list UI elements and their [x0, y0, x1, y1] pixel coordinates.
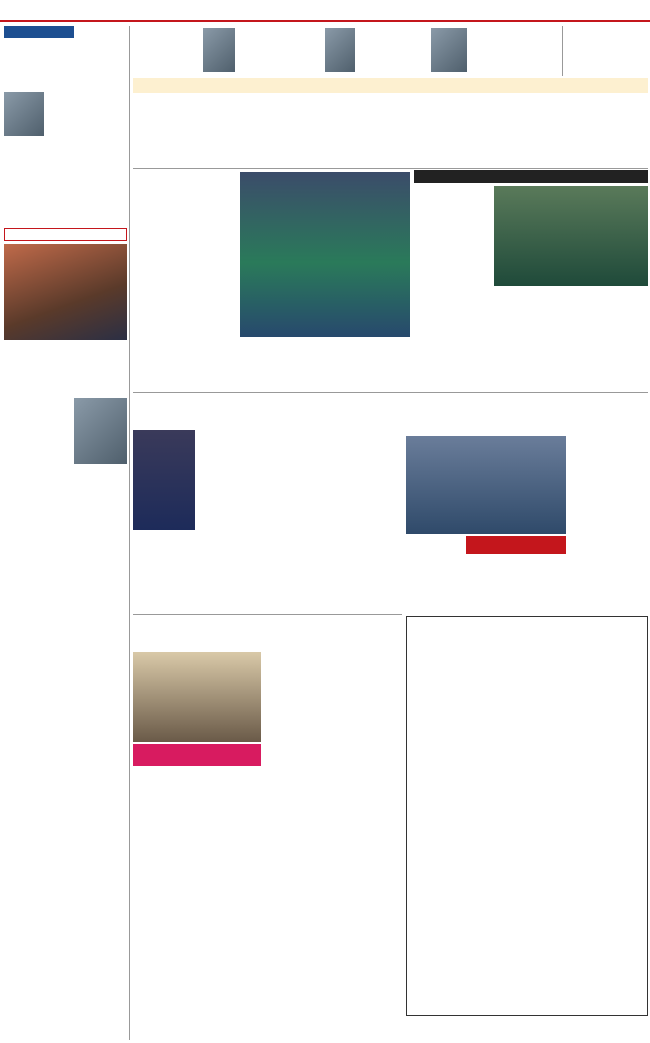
vaishali-body: [133, 768, 261, 1038]
vaishali-badge: [133, 744, 261, 766]
fact-1: [237, 30, 323, 74]
tender-ad: [406, 616, 648, 1016]
fact-photo-1: [203, 28, 235, 72]
vaishali-rule: [133, 614, 402, 615]
lead-kicker: [133, 78, 648, 93]
inset-headline: [414, 170, 648, 183]
inset-body-3: [532, 290, 648, 338]
duleep-body-2: [570, 436, 648, 612]
athletics-head: [4, 228, 127, 241]
inset-body-2: [414, 290, 529, 338]
tv-box: [562, 26, 648, 76]
facts-strip: [133, 26, 560, 76]
duleep-kicker: [466, 536, 566, 554]
fact-3: [469, 30, 559, 74]
lead-body-a: [133, 172, 236, 337]
golf-body: [4, 398, 72, 538]
siraj-photo: [133, 430, 195, 530]
ladakh-body: [4, 888, 127, 948]
news-brief-tab: [4, 26, 74, 38]
uae-body: [298, 440, 402, 610]
inset-photo: [494, 186, 648, 286]
duleep-body: [406, 536, 464, 612]
kabaddi-body: [4, 716, 127, 846]
athletics-photo: [4, 244, 127, 340]
lead-rule: [133, 168, 648, 169]
lead-headline-2: [133, 130, 648, 166]
fact-photo-3: [431, 28, 467, 72]
lead-caption-2-body: [414, 365, 648, 391]
column-divider: [129, 26, 130, 1040]
fact-2: [357, 30, 429, 74]
inset-body: [414, 186, 490, 286]
fact-photo-2: [325, 28, 355, 72]
lead-caption-1-body: [240, 365, 412, 391]
lead-photo: [240, 172, 410, 337]
brief-body: [4, 70, 127, 226]
lead-inset: [414, 170, 648, 338]
vaishali-photo: [133, 652, 261, 742]
asip-body: [4, 970, 127, 1040]
duleep-photo: [406, 436, 566, 534]
athletics-caption: [4, 342, 127, 372]
lead-bottom-rule: [133, 392, 648, 393]
siraj-body: [198, 430, 293, 610]
golf-photo: [74, 398, 127, 464]
left-column: [4, 26, 127, 1040]
masthead: [0, 0, 650, 22]
ad-body: [410, 622, 644, 712]
giri-body: [266, 676, 402, 1038]
asiacup-bd-body: [4, 572, 127, 672]
duleep-box: [406, 396, 648, 614]
